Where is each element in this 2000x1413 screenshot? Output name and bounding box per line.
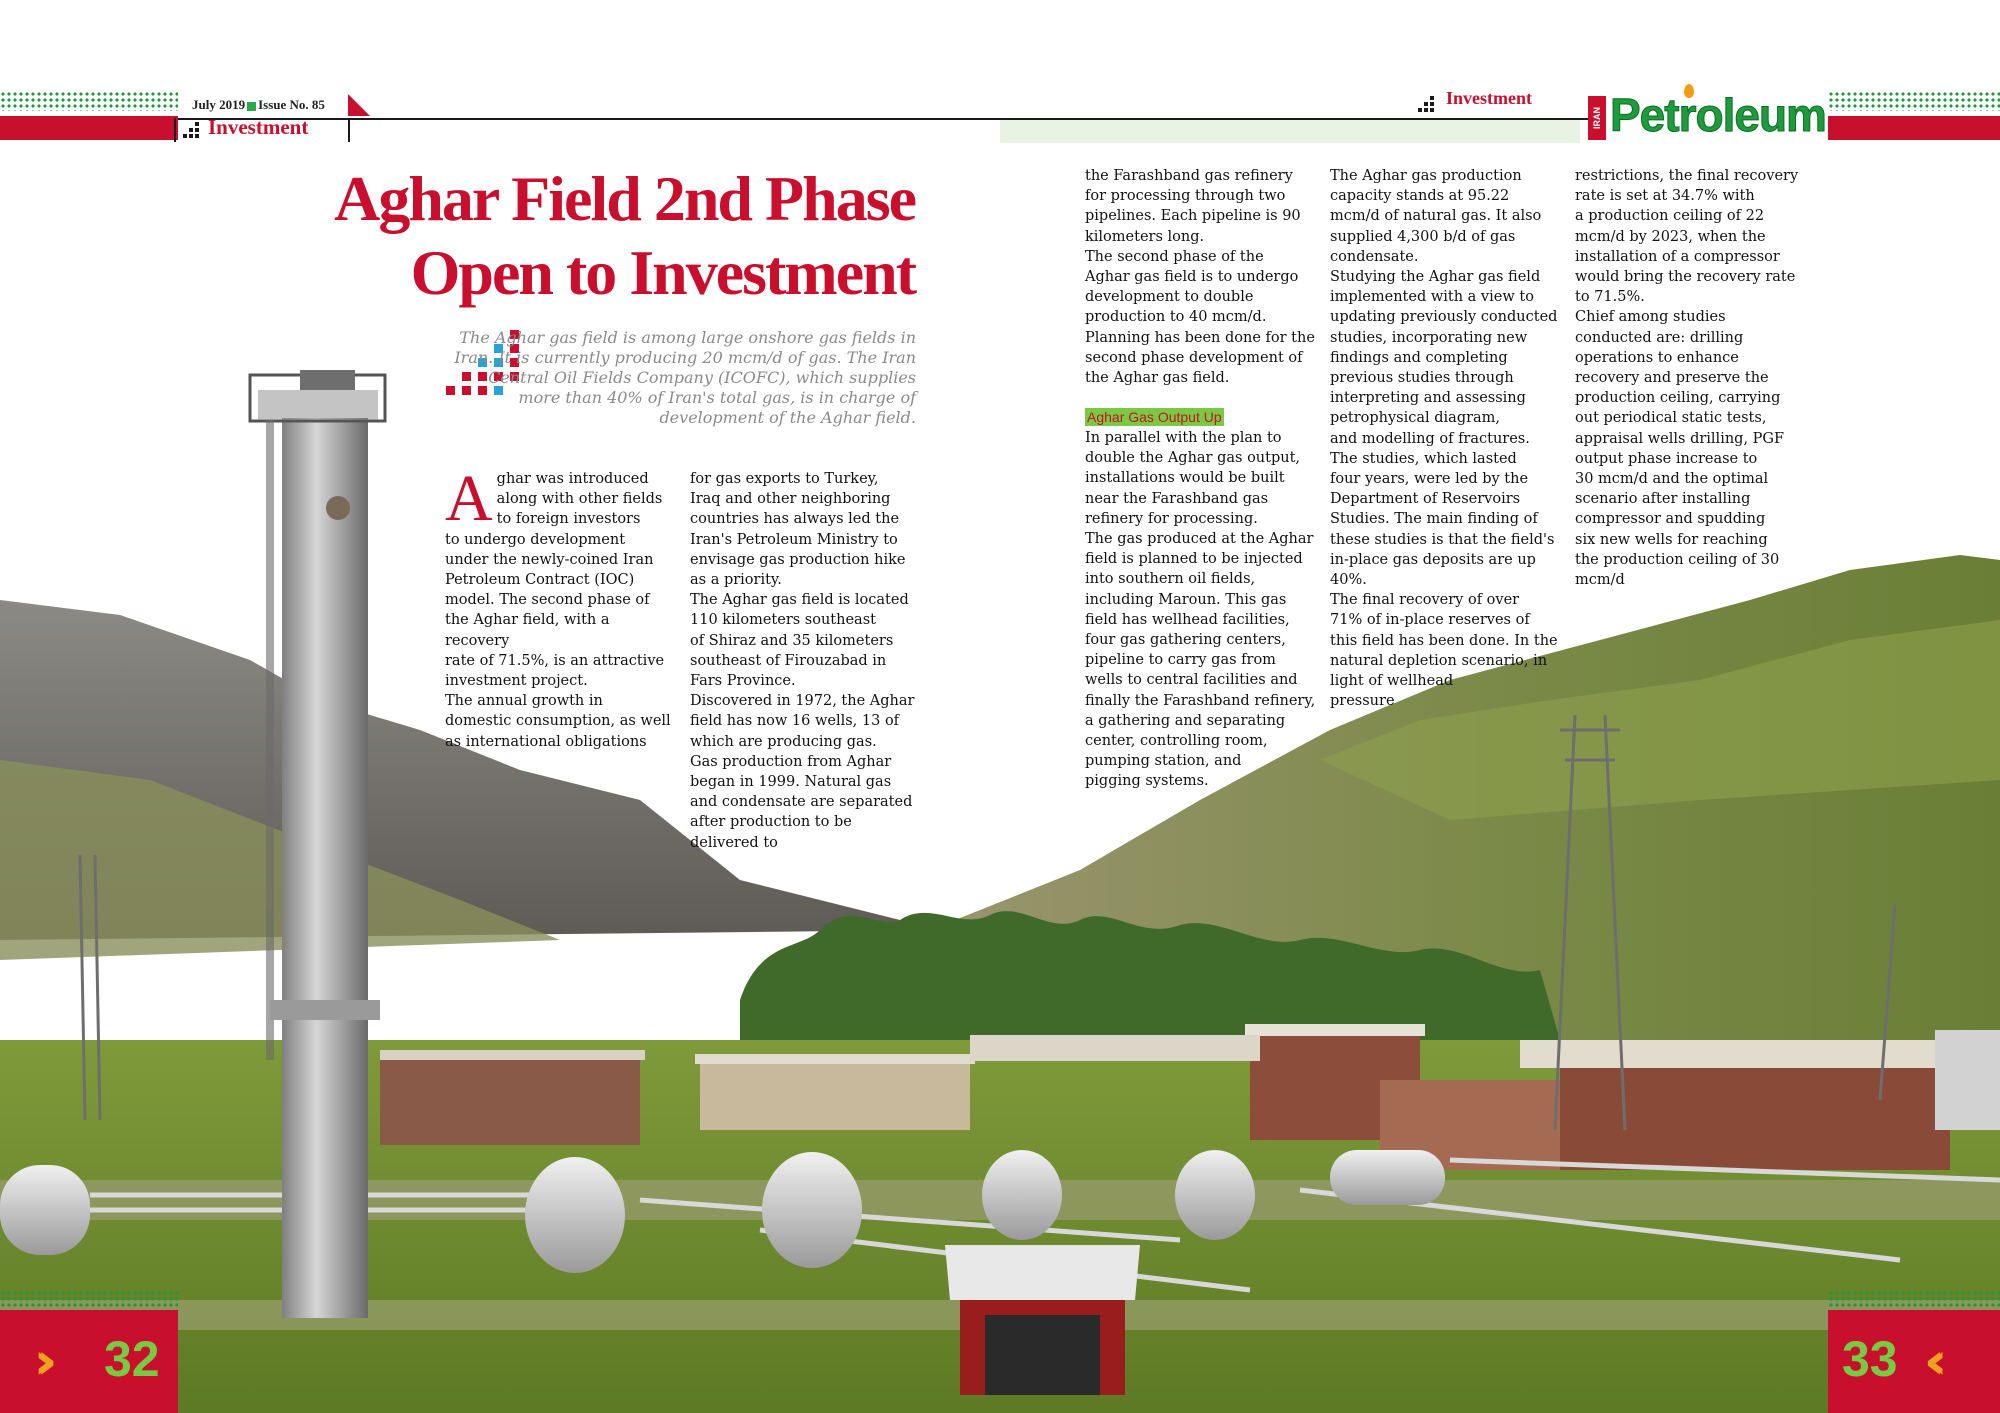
- section-tag-left: Investment: [208, 115, 309, 139]
- chevron-right-icon: ››: [34, 1332, 40, 1390]
- header-dot-band-left: [0, 91, 178, 111]
- column-1: [445, 462, 675, 752]
- column-5: restrictions, the final recovery rate is set at 34.7% with a production ceiling of 22 mcm/d by 2023, when the installation of a compressor would bring the recovery rate to 71.5%. Chief among studies conducted are: drilling operations to enhance recovery and preserve the production ceiling, carrying out periodical static tests, appraisal wells drilling, PGF output phase increase to 30 mcm/d and the optimal scenario after installing compressor and spudding six new wells for reaching the production ceiling of 30 mcm/d: [1575, 168, 1799, 589]
- drop-cap: A: [445, 462, 493, 535]
- header-dot-band-right: [1828, 91, 2000, 111]
- issue-info: [192, 97, 325, 113]
- chevron-left-icon: ‹‹: [1924, 1332, 1930, 1390]
- page-left-edge: [174, 118, 176, 142]
- header-red-band-right: [1828, 116, 2000, 140]
- footer-dot-band-right: [1828, 1290, 2000, 1308]
- bars-icon-left: [183, 122, 203, 138]
- subhead-gas-output: Aghar Gas Output Up: [1087, 409, 1222, 425]
- issue-date: July 2019: [192, 97, 246, 112]
- headline-line-2: Open to Investment: [410, 237, 915, 308]
- column-2: for gas exports to Turkey, Iraq and other neighboring countries has always led the Iran's Petroleum Ministry to envisage gas production hike as a priority. The Aghar gas field is located 110 kilometers southeast of Shiraz and 35 kilometers southeast of Firouzabad in Fars Province. Discovered in 1972, the Aghar field has now 16 wells, 13 of which are producing gas. Gas production from Aghar began in 1999. Natural gas and condensate are separated after production to be delivered to: [690, 471, 915, 851]
- column-1-text: ghar was introduced along with other fields to foreign investors to undergo development under the newly-coined Iran Petroleum Contract (IOC) model. The second phase of the Aghar field, with a recovery rate of 71.5%, is an attractive investment project. The annual growth in domestic consumption, as well as international obligations: [445, 471, 671, 750]
- header-red-band-left: [0, 116, 178, 140]
- column-4: The Aghar gas production capacity stands at 95.22 mcm/d of natural gas. It also supplied 4,300 b/d of gas condensate. Studying the Aghar gas field implemented with a view to updating previously conducted studies, incorporating new findings and completing previous studies through interpreting and assessing petrophysical diagram, and modelling of fractures. The studies, which lasted four years, were led by the Department of Reservoirs Studies. The main finding of these studies is that the field's in-place gas deposits are up 40%. The final recovery of over 71% of in-place reserves of this field has been done. In the natural depletion scenario, in light of wellhead pressure: [1330, 168, 1558, 710]
- logo-iran-label: IRAN: [1588, 96, 1606, 140]
- footer-dot-band-left: [0, 1290, 178, 1308]
- column-3-bottom: In parallel with the plan to double the Aghar gas output, installations would be built near the Farashband gas refinery for processing. The gas produced at the Aghar field is planned to be injected into southern oil fields, including Maroun. This gas field has wellhead facilities, four gas gathering centers, pipeline to carry gas from wells to central facilities and finally the Farashband refinery, a gathering and separating center, controlling room, pumping station, and pigging systems.: [1085, 430, 1316, 790]
- issue-number: Issue No. 85: [258, 97, 325, 112]
- page-number-left-value: 32: [104, 1331, 160, 1387]
- section-tag-right: Investment: [1446, 88, 1532, 108]
- headline-line-1: Aghar Field 2nd Phase: [334, 163, 915, 234]
- article-lead: The Aghar gas field is among large onshore gas fields in Iran. It is currently producing 20 mcm/d of gas. The Iran Central Oil Fields Company (ICOFC), which supplies more than 40% of Iran's total gas, is in charge of development of the Aghar field.: [454, 328, 916, 427]
- tab-separator: [348, 118, 350, 142]
- page-number-right-value: 33: [1842, 1331, 1898, 1387]
- issue-separator: [247, 102, 256, 111]
- page-number-right: [1828, 1310, 2000, 1413]
- bars-icon-right: [1418, 96, 1438, 112]
- header-green-panel: [1000, 120, 1580, 143]
- column-3-top: the Farashband gas refinery for processing through two pipelines. Each pipeline is 90 kilometers long. The second phase of the Aghar gas field is to undergo development to double production to 40 mcm/d. Planning has been done for the second phase development of the Aghar gas field.: [1085, 168, 1315, 387]
- page-number-left: [0, 1310, 178, 1413]
- article-headline: [250, 162, 915, 310]
- logo-petroleum: Petroleum: [1610, 89, 1826, 141]
- header-triangle: [348, 94, 370, 116]
